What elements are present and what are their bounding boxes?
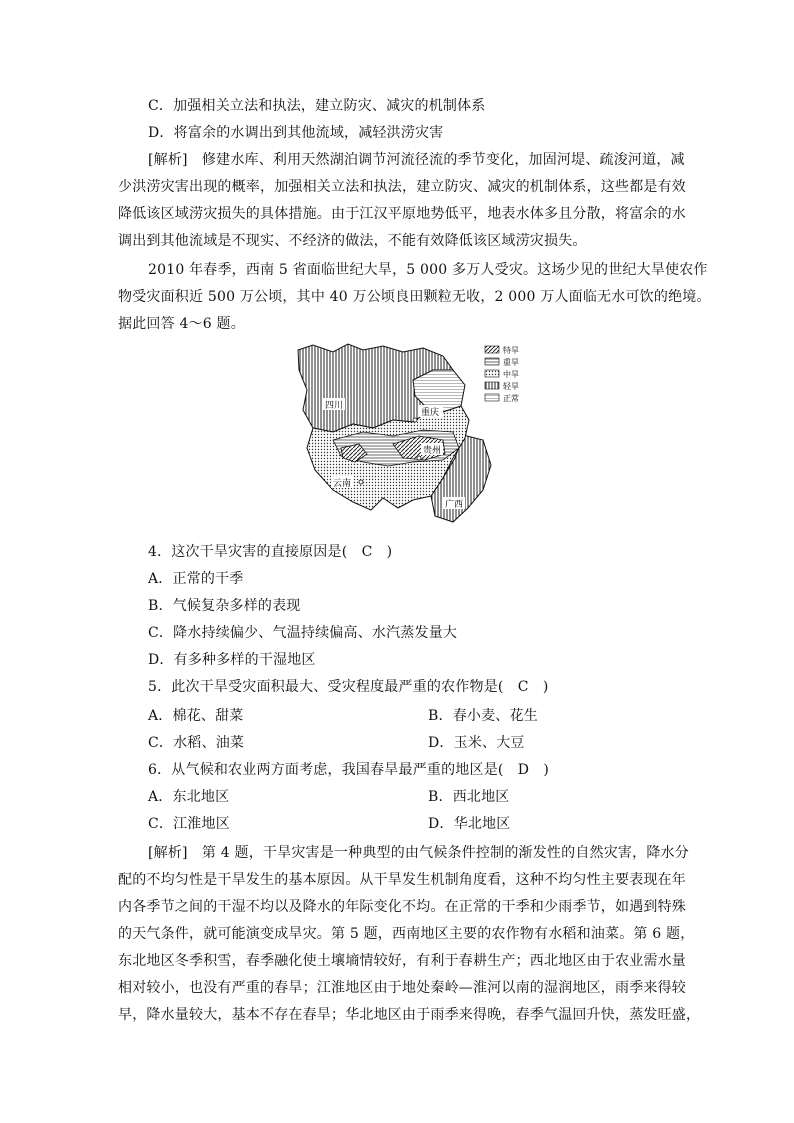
question-4-option-c: C．降水持续偏少、气温持续偏高、水汽蒸发量大 [148, 625, 458, 641]
legend-label: 重旱 [503, 358, 519, 367]
question-5-option-b: B．春小麦、花生 [428, 708, 538, 724]
analysis2-line: 相对较小，也没有严重的春旱；江淮地区由于地处秦岭—淮河以南的湿润地区，雨季来得较 [118, 980, 686, 996]
question-6-option-b: B．西北地区 [428, 789, 510, 805]
analysis1-line: [解析] 修建水库、利用天然湖泊调节河流径流的季节变化，加固河堤、疏浚河道，减 [148, 152, 685, 168]
question-5-option-c: C．水稻、油菜 [148, 735, 245, 751]
drought-map [293, 340, 523, 535]
analysis2-line: 的天气条件，就可能演变成旱灾。第 5 题，西南地区主要的农作物有水稻和油菜。第 6 题， [118, 926, 695, 942]
intro-line: 2010 年春季，西南 5 省面临世纪大旱，5 000 多万人受灾。这场少见的世纪大旱使农作 [148, 262, 708, 278]
label-guangxi: 广西 [445, 500, 464, 510]
option-c-prev: C．加强相关立法和执法，建立防灾、减灾的机制体系 [148, 98, 486, 114]
analysis2-line: 早，降水量较大，基本不存在春旱；华北地区由于雨季来得晚，春季气温回升快，蒸发旺盛， [118, 1007, 701, 1023]
option-d-prev: D．将富余的水调出到其他流域，减轻洪涝灾害 [148, 125, 444, 141]
analysis2-line: 东北地区冬季积雪，春季融化使土壤墒情较好，有利于春耕生产；西北地区由于农业需水量 [118, 953, 686, 969]
question-4-option-a: A．正常的干季 [148, 571, 244, 587]
question-6-stem: 6．从气候和农业两方面考虑，我国春旱最严重的地区是( D ) [148, 762, 550, 778]
intro-line: 物受灾面积近 500 万公顷，其中 40 万公顷良田颗粒无收，2 000 万人面临无水可饮的绝境。 [118, 289, 711, 305]
question-6-option-a: A．东北地区 [148, 789, 230, 805]
question-4-option-d: D．有多种多样的干湿地区 [148, 652, 316, 668]
question-6-option-c: C．江淮地区 [148, 816, 230, 832]
label-chongqing: 重庆 [421, 408, 440, 418]
question-6-option-d: D．华北地区 [428, 816, 511, 832]
question-5-stem: 5．此次干旱受灾面积最大、受灾程度最严重的农作物是( C ) [148, 679, 549, 695]
legend-label: 特旱 [503, 346, 519, 355]
analysis2-line: [解析] 第 4 题，干旱灾害是一种典型的由气候条件控制的渐发性的自然灾害，降水分 [148, 845, 689, 861]
analysis2-line: 内各季节之间的干湿不均以及降水的年际变化不均。在正常的干季和少雨季节，如遇到特殊 [118, 899, 686, 915]
map-legend [485, 345, 519, 403]
label-sichuan: 四川 [325, 401, 344, 411]
question-5-option-a: A．棉花、甜菜 [148, 708, 244, 724]
label-guizhou: 贵州 [423, 446, 442, 456]
legend-label: 轻旱 [503, 382, 519, 391]
label-yunnan: 云南 [333, 479, 352, 489]
analysis1-line: 调出到其他流域是不现实、不经济的做法，不能有效降低该区域涝灾损失。 [118, 233, 587, 249]
analysis1-line: 降低该区域涝灾损失的具体措施。由于江汉平原地势低平，地表水体多且分散，将富余的水 [118, 206, 686, 222]
legend-label: 正常 [503, 394, 519, 403]
analysis2-line: 配的不均匀性是干旱发生的基本原因。从干旱发生机制角度看，这种不均匀性主要表现在年 [118, 872, 686, 888]
analysis1-line: 少洪涝灾害出现的概率，加强相关立法和执法，建立防灾、减灾的机制体系，这些都是有效 [118, 179, 686, 195]
question-4-option-b: B．气候复杂多样的表现 [148, 598, 301, 614]
question-5-option-d: D．玉米、大豆 [428, 735, 525, 751]
question-4-stem: 4．这次干旱灾害的直接原因是( C ) [148, 544, 393, 560]
legend-label: 中旱 [503, 370, 519, 379]
intro-line: 据此回答 4～6 题。 [118, 316, 245, 332]
